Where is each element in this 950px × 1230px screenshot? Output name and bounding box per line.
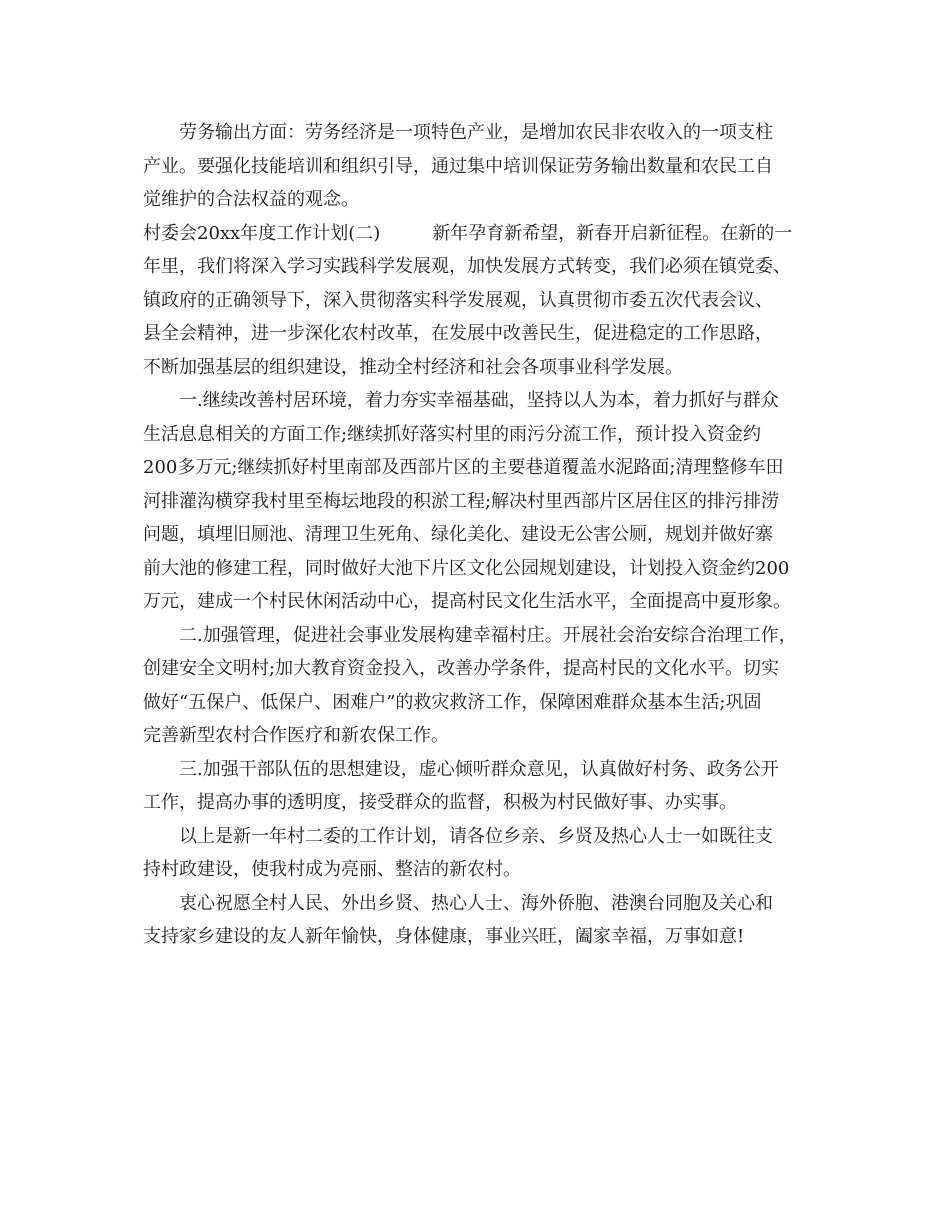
paragraph-plan-intro	[143, 217, 813, 385]
document-body	[143, 116, 813, 954]
text-line: 觉维护的合法权益的观念。	[143, 189, 359, 210]
paragraph-labor-export	[143, 116, 813, 217]
text-line: 持村政建设，使我村成为亮丽、整洁的新农村。	[143, 859, 521, 880]
paragraph-summary	[143, 820, 813, 887]
text-line: 劳务输出方面：劳务经济是一项特色产业，是增加农民非农收入的一项支柱	[179, 122, 773, 143]
text-line: 万元，建成一个村民休闲活动中心，提高村民文化生活水平，全面提高中夏形象。	[143, 591, 791, 612]
text-line: 做好“五保户、低保户、困难户”的救灾救济工作，保障困难群众基本生活;巩固	[143, 691, 762, 713]
text-line: 完善新型农村合作医疗和新农保工作。	[143, 725, 449, 746]
text-line: 工作，提高办事的透明度，接受群众的监督，积极为村民做好事、办实事。	[143, 792, 737, 813]
text-line: 前大池的修建工程，同时做好大池下片区文化公园规划建设，计划投入资金约200	[143, 557, 790, 579]
text-line: 200多万元;继续抓好村里南部及西部片区的主要巷道覆盖水泥路面;清理整修车田	[143, 457, 784, 478]
paragraph-wishes	[143, 887, 813, 954]
section-title: 村委会20xx年度工作计划(二)	[143, 222, 381, 244]
text-line: 县全会精神，进一步深化农村改革，在发展中改善民生，促进稳定的工作思路，	[143, 323, 773, 344]
text-line: 产业。要强化技能培训和组织引导，通过集中培训保证劳务输出数量和农民工自	[143, 155, 773, 177]
text-line: 以上是新一年村二委的工作计划，请各位乡亲、乡贤及热心人士一如既往支	[179, 825, 773, 847]
paragraph-item-one	[143, 384, 813, 619]
paragraph-item-three	[143, 753, 813, 820]
text-line: 河排灌沟横穿我村里至梅坛地段的积淤工程;解决村里西部片区居住区的排污排涝	[143, 490, 780, 512]
text-line: 不断加强基层的组织建设，推动全村经济和社会各项事业科学发展。	[143, 356, 683, 378]
text-line: 支持家乡建设的友人新年愉快，身体健康，事业兴旺，阖家幸福，万事如意!	[143, 926, 745, 947]
text-line: 镇政府的正确领导下，深入贯彻落实科学发展观，认真贯彻市委五次代表会议、	[143, 289, 773, 311]
intro-first-line: 新年孕育新希望，新春开启新征程。在新的一	[432, 222, 793, 244]
text-line: 年里，我们将深入学习实践科学发展观，加快发展方式转变，我们必须在镇党委、	[143, 256, 791, 277]
text-line: 生活息息相关的方面工作;继续抓好落实村里的雨污分流工作，预计投入资金约	[143, 423, 762, 445]
paragraph-item-two	[143, 619, 813, 753]
text-line: 创建安全文明村;加大教育资金投入，改善办学条件，提高村民的文化水平。切实	[143, 658, 780, 679]
text-line: 一.继续改善村居环境，着力夯实幸福基础，坚持以人为本，着力抓好与群众	[179, 390, 779, 411]
text-line: 衷心祝愿全村人民、外出乡贤、热心人士、海外侨胞、港澳台同胞及关心和	[179, 892, 773, 914]
text-line: 问题，填埋旧厕池、清理卫生死角、绿化美化、建设无公害公厕，规划并做好寨	[143, 524, 773, 545]
text-line: 二.加强管理，促进社会事业发展构建幸福村庄。开展社会治安综合治理工作，	[179, 624, 797, 646]
text-line	[143, 217, 813, 251]
text-line: 三.加强干部队伍的思想建设，虚心倾听群众意见，认真做好村务、政务公开	[179, 758, 779, 780]
